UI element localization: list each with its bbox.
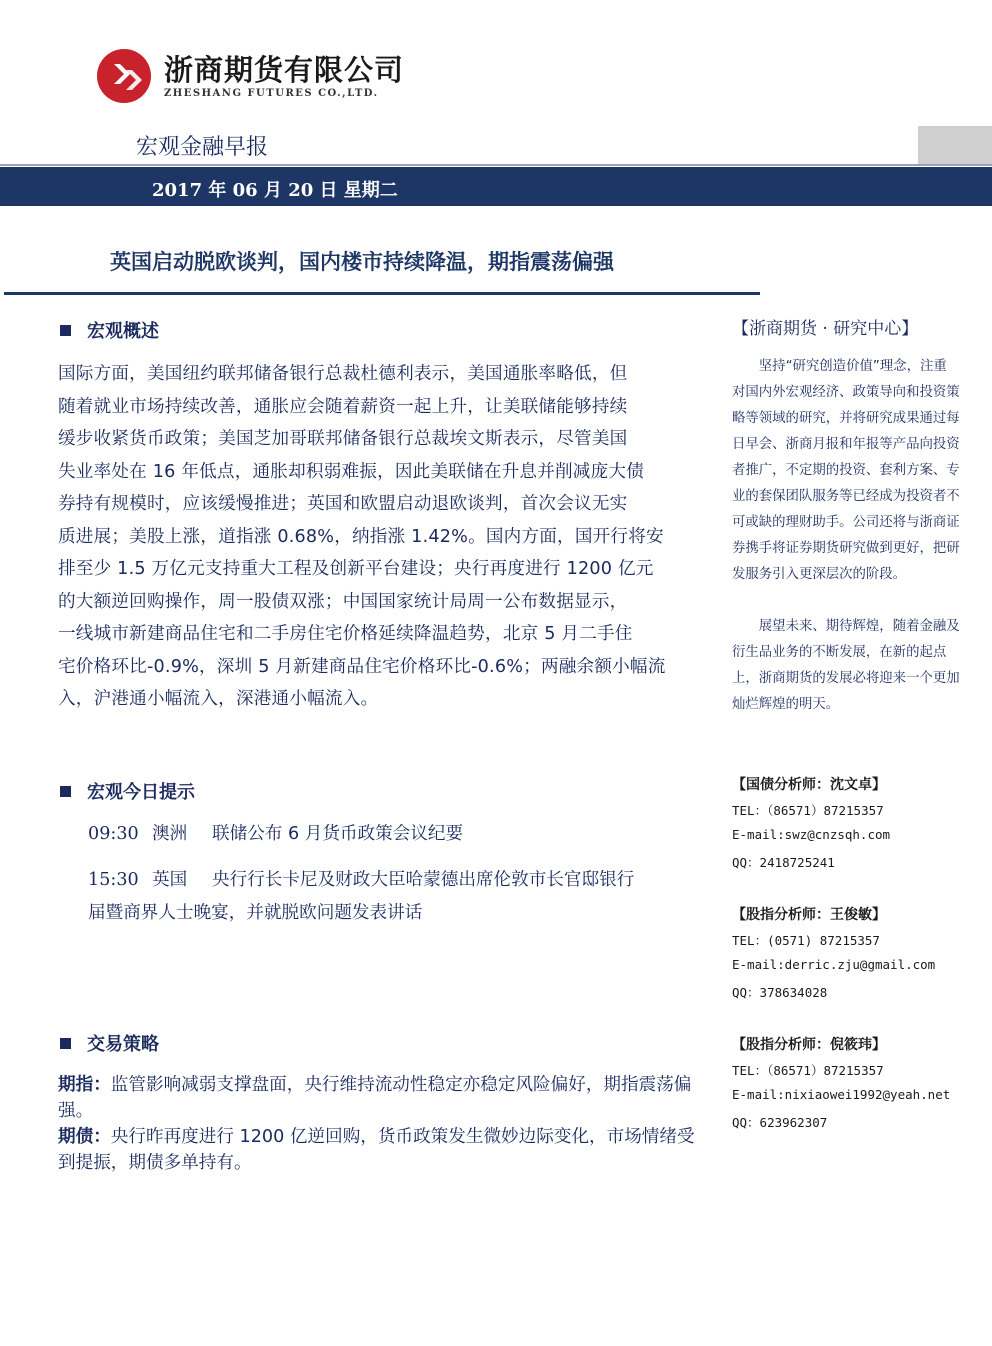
sidebar-outlook-paragraph: 展望未来、期待辉煌，随着金融及衍生品业务的不断发展，在新的起点上，浙商期货的发展必将迎来一个更加灿烂辉煌的明天。: [732, 619, 960, 712]
analyst-email[interactable]: E-mail:swz@cnzsqh.com: [732, 827, 891, 842]
bullet-square-icon: [60, 325, 71, 336]
paragraph-line: 排至少 1.5 万亿元支持重大工程及创新平台建设；央行再度进行 1200 亿元: [58, 559, 654, 579]
bullet-square-icon: [60, 786, 71, 797]
analyst-tel: TEL：(0571) 87215357: [732, 933, 880, 948]
analyst-qq: QQ：378634028: [732, 985, 828, 1000]
analyst-email[interactable]: E-mail:derric.zju@gmail.com: [732, 957, 936, 972]
paragraph-line: 宅价格环比-0.9%，深圳 5 月新建商品住宅价格环比-0.6%；两融余额小幅流: [58, 656, 666, 677]
company-name-en: ZHESHANG FUTURES CO.,LTD.: [164, 88, 379, 99]
header-gray-block: [918, 126, 992, 166]
bullet-square-icon: [60, 1038, 71, 1049]
event-text: 联储公布 6 月货币政策会议纪要: [212, 824, 464, 844]
sidebar-heading: 【浙商期货 · 研究中心】: [732, 319, 919, 339]
paragraph-line: 一线城市新建商品住宅和二手房住宅价格延续降温趋势，北京 5 月二手住: [58, 624, 633, 644]
strategy-body: [58, 1072, 710, 1176]
company-name-cn: 浙商期货有限公司: [164, 53, 405, 87]
strategy-text: 央行昨再度进行 1200 亿逆回购，货币政策发生微妙边际变化，市场情绪受到提振，期债多单持有。: [58, 1127, 695, 1173]
strategy-text: 监管影响减弱支撑盘面，央行维持流动性稳定亦稳定风险偏好，期指震荡偏强。: [58, 1075, 692, 1121]
analyst-tel: TEL：（86571）87215357: [732, 803, 884, 818]
report-type-title: 宏观金融早报: [136, 135, 269, 160]
headline: 英国启动脱欧谈判，国内楼市持续降温，期指震荡偏强: [110, 250, 614, 274]
paragraph-line: 质进展；美股上涨，道指涨 0.68%，纳指涨 1.42%。国内方面，国开行将安: [58, 526, 664, 547]
section-heading-macro-overview: 宏观概述: [60, 317, 159, 343]
strategy-label: 期指：: [58, 1075, 111, 1095]
event-region: 澳洲: [152, 824, 188, 844]
analyst-tel: TEL：（86571）87215357: [732, 1063, 884, 1078]
analyst-email[interactable]: E-mail:nixiaowei1992@yeah.net: [732, 1087, 951, 1102]
section-heading-macro-today: 宏观今日提示: [60, 778, 195, 804]
date-band: [0, 167, 992, 206]
analyst-qq: QQ：2418725241: [732, 855, 835, 870]
event-text-continued: 届暨商界人士晚宴，并就脱欧问题发表讲话: [88, 902, 423, 923]
analyst-name: 【国债分析师：沈文卓】: [732, 777, 886, 793]
sidebar-intro-paragraph: 坚持“研究创造价值”理念，注重对国内外宏观经济、政策导向和投资策略等领域的研究，并将研究成果通过每日早会、浙商月报和年报等产品向投资者推广，不定期的投资、套利方案、专业的套保团队服务等已经成为投资者不可或缺的理财助手。公司还将与浙商证券携手将证券期货研究做到更好，把研发服务引入更深层次的阶段。: [732, 359, 960, 582]
strategy-label: 期债：: [58, 1127, 111, 1147]
paragraph-line: 的大额逆回购操作，周一股债双涨；中国国家统计局周一公布数据显示，: [58, 591, 628, 612]
strategy-item-index-futures: [58, 1072, 710, 1124]
report-date: 2017 年 06 月 20 日 星期二: [152, 180, 398, 201]
event-time: 09:30: [88, 824, 139, 844]
paragraph-line: 缓步收紧货币政策；美国芝加哥联邦储备银行总裁埃文斯表示，尽管美国: [58, 429, 628, 449]
header-divider: [0, 164, 992, 166]
paragraph-line: 入，沪港通小幅流入，深港通小幅流入。: [58, 689, 379, 709]
event-time: 15:30: [88, 870, 139, 890]
event-item: [88, 864, 718, 929]
paragraph-line: 国际方面，美国纽约联邦储备银行总裁杜德利表示，美国通胀率略低，但: [58, 364, 628, 384]
event-region: 英国: [152, 870, 188, 890]
paragraph-line: 券持有规模时，应该缓慢推进；英国和欧盟启动退欧谈判，首次会议无实: [58, 494, 628, 514]
event-item: [88, 818, 718, 851]
paragraph-line: 随着就业市场持续改善，通胀应会随着薪资一起上升，让美联储能够持续: [58, 396, 628, 417]
analyst-qq: QQ：623962307: [732, 1115, 828, 1130]
event-text: 央行行长卡尼及财政大臣哈蒙德出席伦敦市长官邸银行: [212, 870, 635, 890]
analyst-name: 【股指分析师：倪筱玮】: [732, 1037, 886, 1053]
strategy-item-bond-futures: [58, 1124, 710, 1176]
paragraph-line: 失业率处在 16 年低点，通胀却积弱难振，因此美联储在升息并削减庞大债: [58, 461, 644, 482]
headline-rule: [4, 292, 760, 295]
company-logo-icon: [96, 48, 152, 104]
analyst-name: 【股指分析师：王俊敏】: [732, 907, 886, 923]
macro-overview-body: [58, 358, 718, 716]
section-heading-strategy: 交易策略: [60, 1030, 159, 1056]
